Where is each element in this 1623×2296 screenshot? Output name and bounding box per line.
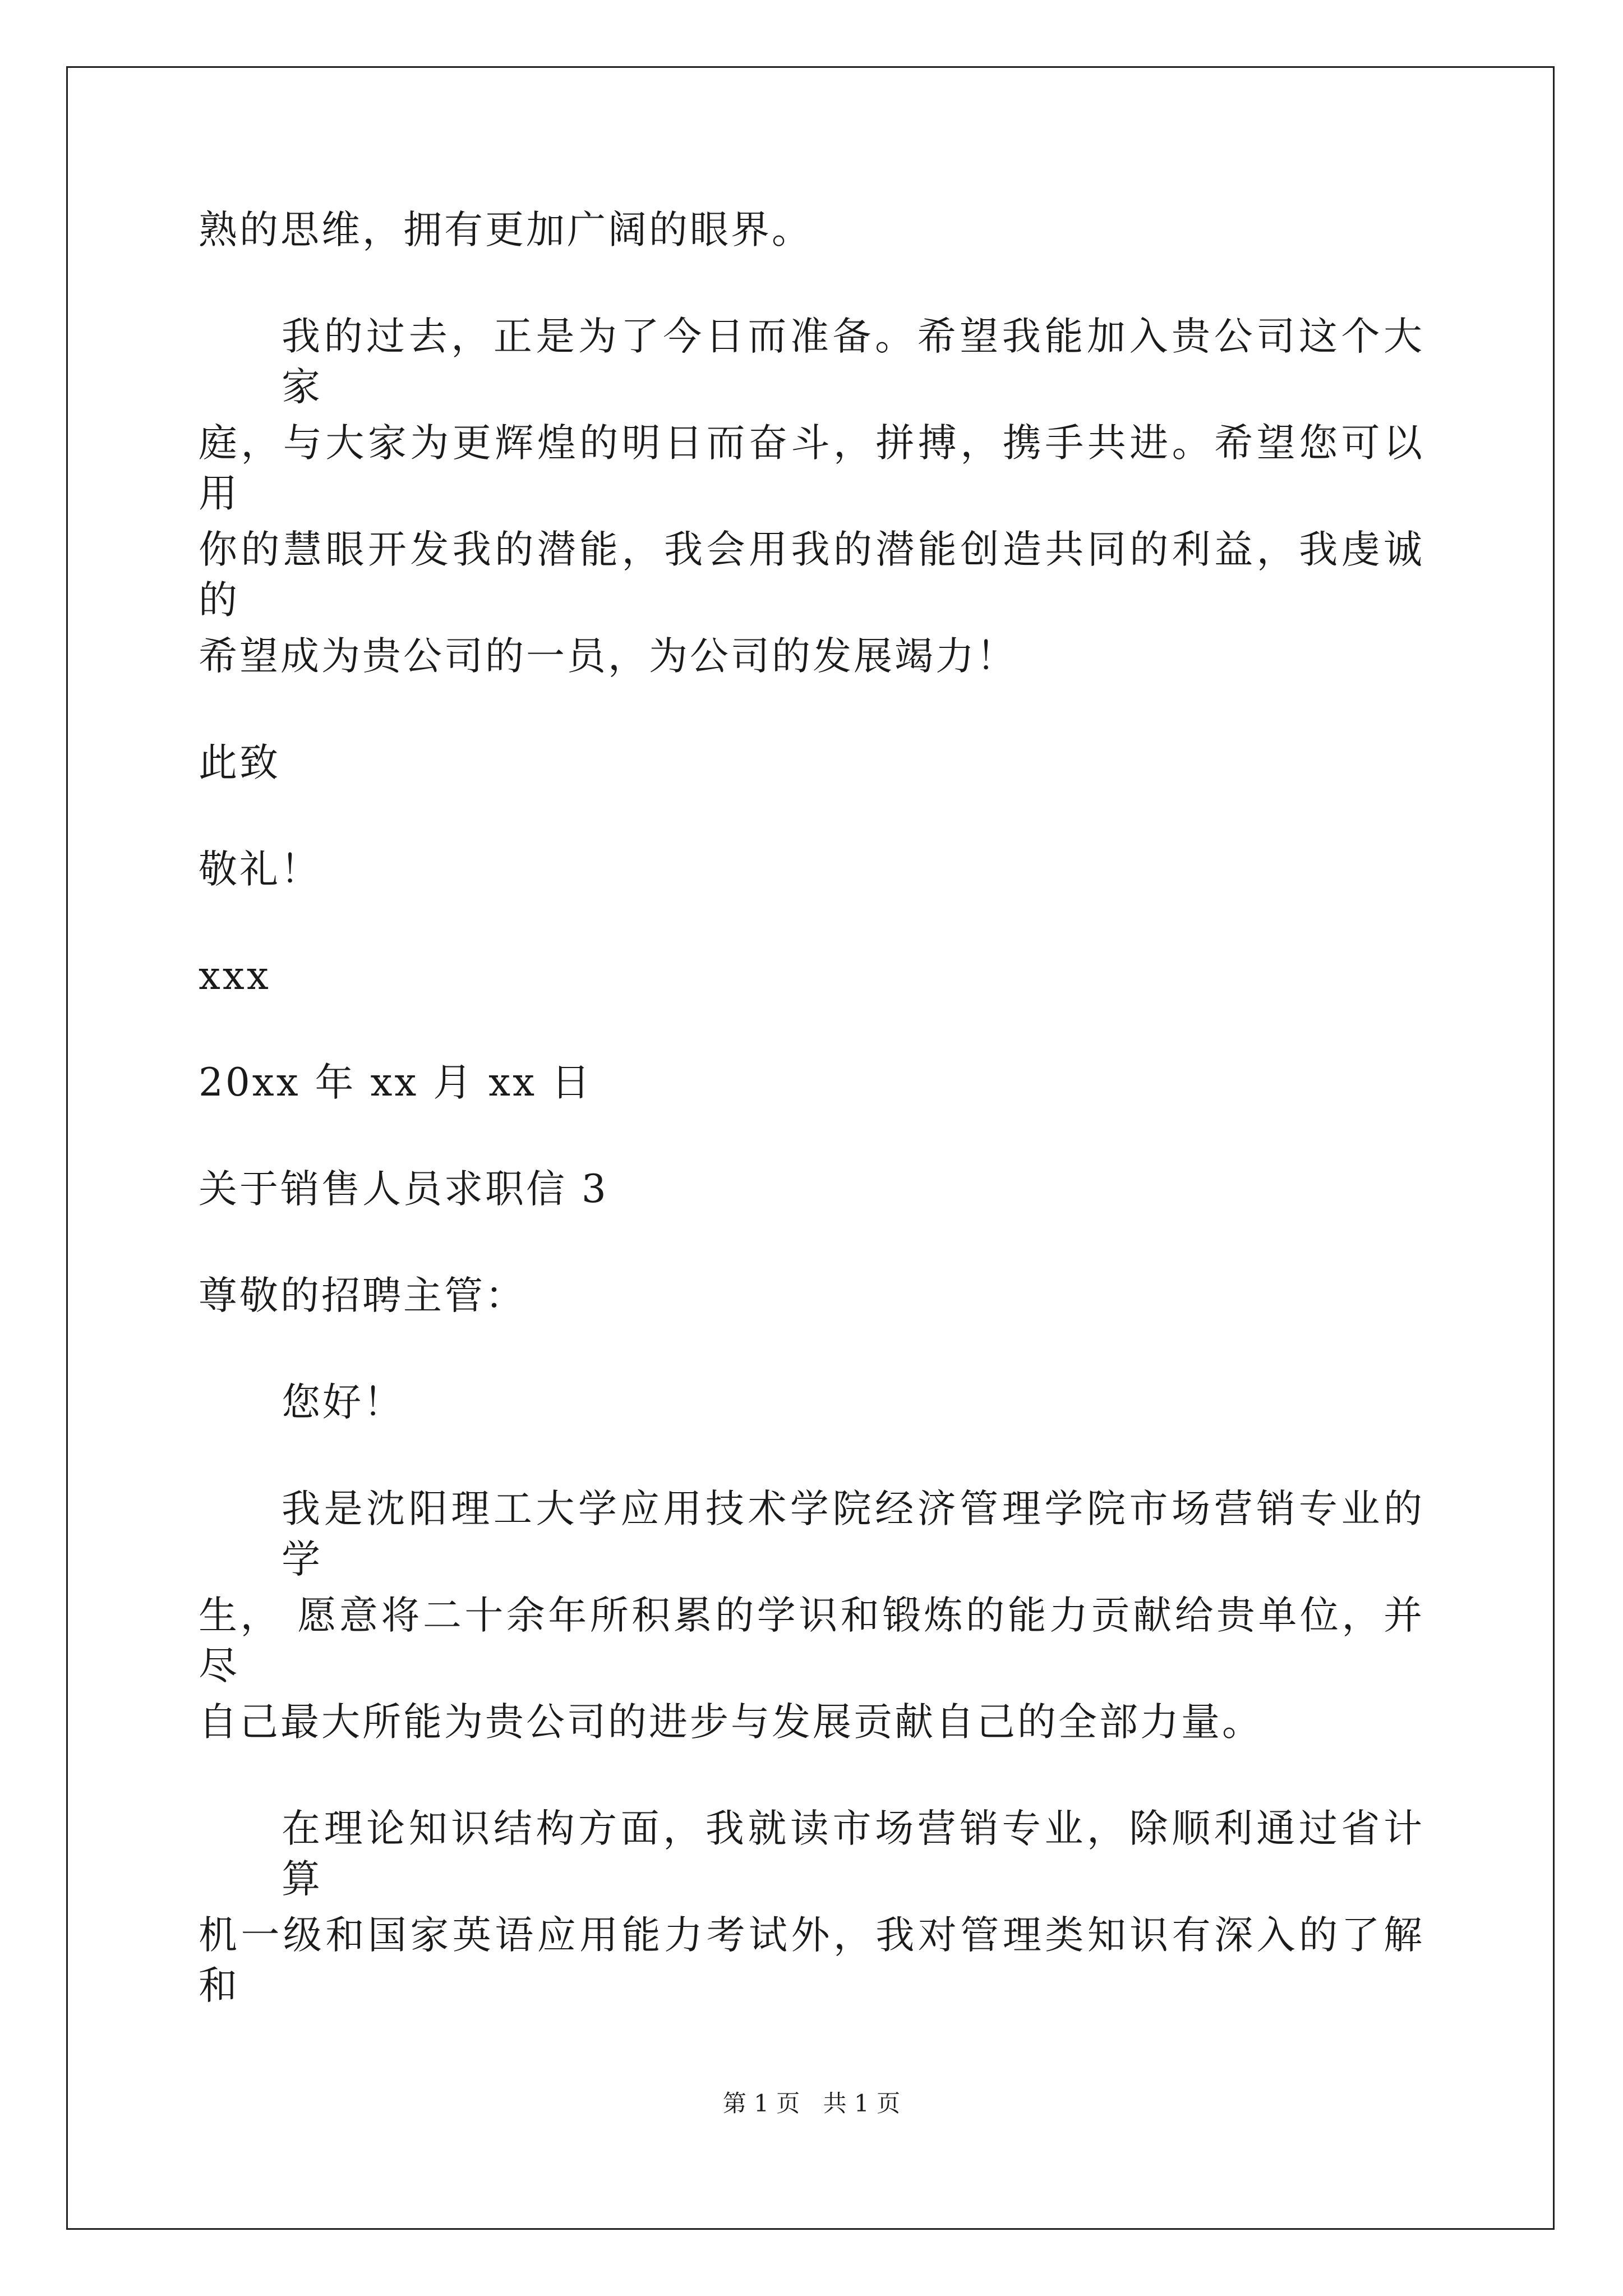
paragraph-line: 希望成为贵公司的一员，为公司的发展竭力！	[199, 634, 1017, 679]
paragraph-line: 我是沈阳理工大学应用技术学院经济管理学院市场营销专业的学	[282, 1487, 1424, 1582]
section-title: 关于销售人员求职信 3	[199, 1167, 608, 1212]
paragraph-line: 我的过去，正是为了今日而准备。希望我能加入贵公司这个大家	[282, 314, 1424, 409]
paragraph-line: 庭，与大家为更辉煌的明日而奋斗，拼搏，携手共进。希望您可以用	[199, 421, 1424, 516]
greeting: 您好！	[282, 1380, 404, 1425]
page-footer	[0, 2087, 1623, 2120]
page-total: 共 1 页	[823, 2090, 901, 2117]
paragraph-line: 在理论知识结构方面，我就读市场营销专业，除顺利通过省计算	[282, 1806, 1424, 1902]
signature-name: xxx	[199, 954, 271, 999]
page-number: 第 1 页	[722, 2090, 800, 2117]
paragraph-line: 你的慧眼开发我的潜能，我会用我的潜能创造共同的利益，我虔诚的	[199, 527, 1424, 623]
paragraph-line: 熟的思维，拥有更加广阔的眼界。	[199, 208, 813, 252]
paragraph-line: 机一级和国家英语应用能力考试外，我对管理类知识有深入的了解和	[199, 1913, 1424, 2008]
closing-salutation: 此致	[199, 740, 280, 785]
paragraph-line: 自己最大所能为贵公司的进步与发展贡献自己的全部力量。	[199, 1700, 1263, 1745]
paragraph-line: 生， 愿意将二十余年所积累的学识和锻炼的能力贡献给贵单位，并尽	[199, 1593, 1424, 1688]
letter-addressee: 尊敬的招聘主管：	[199, 1273, 526, 1318]
signature-date: 20xx 年 xx 月 xx 日	[199, 1060, 592, 1105]
closing-regards: 敬礼！	[199, 847, 321, 892]
